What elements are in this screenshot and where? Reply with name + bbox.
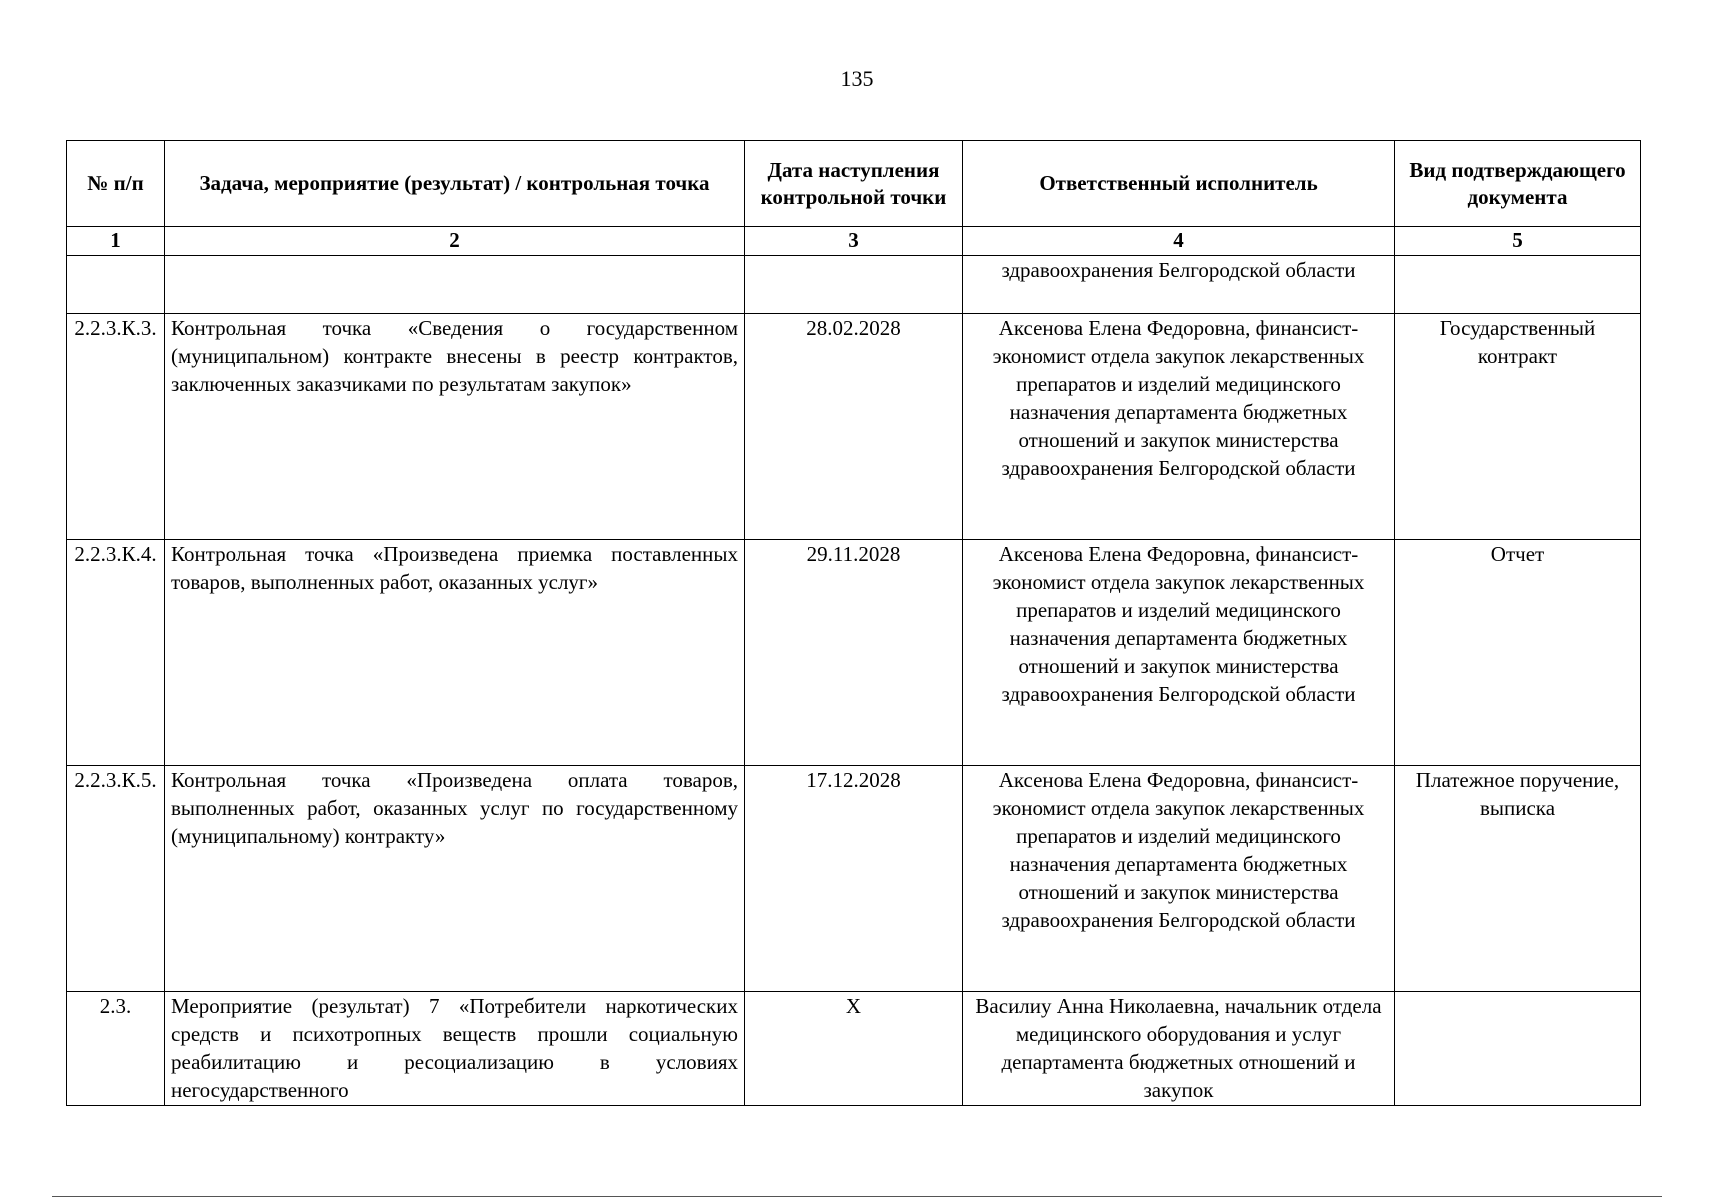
header-task: Задача, мероприятие (результат) / контрольная точка xyxy=(165,141,745,227)
table-row xyxy=(67,256,1641,314)
row-number: 2.2.3.К.4. xyxy=(67,540,165,766)
row-document: Платежное поручение, выписка xyxy=(1395,766,1641,992)
row-task xyxy=(165,256,745,314)
row-task: Контрольная точка «Сведения о государственном (муниципальном) контракте внесены в реестр контрактов, заключенных заказчиками по результатам закупок» xyxy=(165,314,745,540)
table-row xyxy=(67,314,1641,540)
row-task: Контрольная точка «Произведена приемка поставленных товаров, выполненных работ, оказанных услуг» xyxy=(165,540,745,766)
row-responsible: Василиу Анна Николаевна, начальник отдела медицинского оборудования и услуг департамента бюджетных отношений и закупок xyxy=(963,992,1395,1106)
header-row xyxy=(67,141,1641,227)
column-number: 1 xyxy=(67,227,165,256)
row-document xyxy=(1395,992,1641,1106)
table-row xyxy=(67,992,1641,1106)
page-number: 135 xyxy=(840,66,874,91)
column-number: 5 xyxy=(1395,227,1641,256)
column-number: 4 xyxy=(963,227,1395,256)
header-number: № п/п xyxy=(67,141,165,227)
scan-edge-line xyxy=(52,1196,1662,1197)
row-document: Государственный контракт xyxy=(1395,314,1641,540)
table-row xyxy=(67,766,1641,992)
row-responsible: здравоохранения Белгородской области xyxy=(963,256,1395,314)
row-responsible: Аксенова Елена Федоровна, финансист-экономист отдела закупок лекарственных препаратов и изделий медицинского назначения департамента бюджетных отношений и закупок министерства здравоохранения Белгородской области xyxy=(963,766,1395,992)
row-document: Отчет xyxy=(1395,540,1641,766)
control-points-table xyxy=(66,140,1641,1106)
row-date: 29.11.2028 xyxy=(745,540,963,766)
table-row xyxy=(67,540,1641,766)
row-task: Контрольная точка «Произведена оплата товаров, выполненных работ, оказанных услуг по государственному (муниципальному) контракту» xyxy=(165,766,745,992)
row-date: X xyxy=(745,992,963,1106)
row-date: 17.12.2028 xyxy=(745,766,963,992)
column-number: 2 xyxy=(165,227,745,256)
row-responsible: Аксенова Елена Федоровна, финансист-экономист отдела закупок лекарственных препаратов и изделий медицинского назначения департамента бюджетных отношений и закупок министерства здравоохранения Белгородской области xyxy=(963,314,1395,540)
column-number-row xyxy=(67,227,1641,256)
header-date: Дата наступления контрольной точки xyxy=(745,141,963,227)
row-document xyxy=(1395,256,1641,314)
row-responsible: Аксенова Елена Федоровна, финансист-экономист отдела закупок лекарственных препаратов и изделий медицинского назначения департамента бюджетных отношений и закупок министерства здравоохранения Белгородской области xyxy=(963,540,1395,766)
column-number: 3 xyxy=(745,227,963,256)
header-responsible: Ответственный исполнитель xyxy=(963,141,1395,227)
row-date xyxy=(745,256,963,314)
row-task: Мероприятие (результат) 7 «Потребители наркотических средств и психотропных веществ прошли социальную реабилитацию и ресоциализацию в условиях негосударственного xyxy=(165,992,745,1106)
row-number xyxy=(67,256,165,314)
row-number: 2.2.3.К.5. xyxy=(67,766,165,992)
header-document: Вид подтверждающего документа xyxy=(1395,141,1641,227)
row-date: 28.02.2028 xyxy=(745,314,963,540)
row-number: 2.3. xyxy=(67,992,165,1106)
row-number: 2.2.3.К.3. xyxy=(67,314,165,540)
